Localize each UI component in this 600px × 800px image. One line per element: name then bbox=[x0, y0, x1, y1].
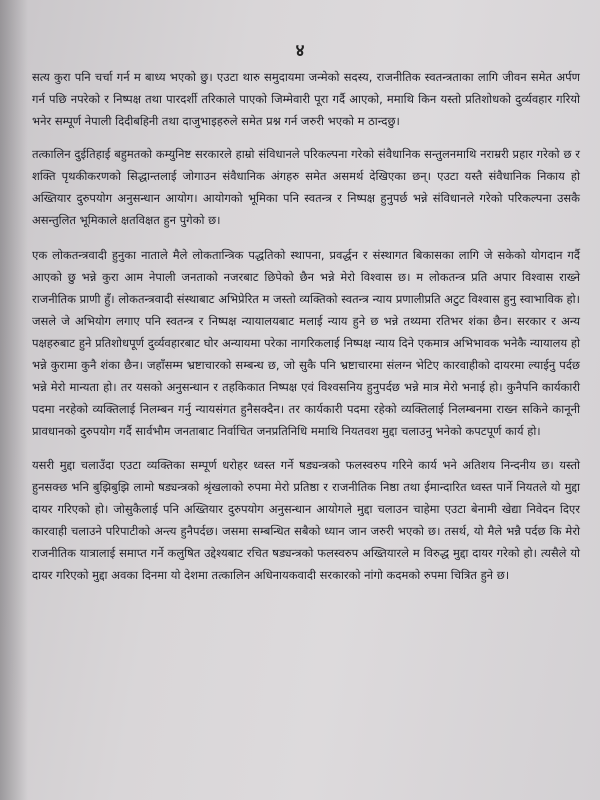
page-number: ४ bbox=[295, 41, 305, 61]
paragraph-3: एक लोकतन्त्रवादी हुनुका नाताले मैले लोकतान्त्रिक पद्धतिको स्थापना, प्रवर्द्धन र संस्थागत बिकासका लागि जे सकेको योगदान गर्दै आएको छु भन्ने कुरा आम नेपाली जनताको नजरबाट छिपेको छैन भन्ने मेरो विश्वास छ। म लोकतन्त्र प्रति अपार विश्वास राख्ने राजनीतिक प्राणी हुँ। लोकतन्त्रवादी संस्थाबाट अभिप्रेरित म जस्तो व्यक्तिको स्वतन्त्र न्याय प्रणालीप्रति अटुट विश्वास हुनु स्वाभाविक हो। जसले जे अभियोग लगाए पनि स्वतन्त्र र निष्पक्ष न्यायालयबाट मलाई न्याय हुने छ भन्ने तथ्यमा रतिभर शंका छैन। सरकार र अन्य पक्षहरुबाट हुने प्रतिशोधपूर्ण दुर्व्यवहारबाट घोर अन्यायमा परेका नागरिकलाई निष्पक्ष न्याय दिने एकमात्र अभिभावक भनेकै न्यायालय हो भन्ने कुरामा कुनै शंका छैन। जहाँसम्म भ्रष्टाचारको सम्बन्ध छ, जो सुकै पनि भ्रष्टाचारमा संलग्न भेटिए कारवाहीको दायरमा ल्याईनु पर्दछ भन्ने मेरो मान्यता हो। तर यसको अनुसन्धान र तहकिकात निष्पक्ष एवं विश्वसनिय हुनुपर्दछ भन्ने मात्र मेरो भनाई हो। कुनैपनि कार्यकारी पदमा नरहेको व्यक्तिलाई निलम्बन गर्नु न्यायसंगत हुनैसक्दैन। तर कार्यकारी पदमा रहेको व्यक्तिलाई निलम्बनमा राख्न सकिने कानूनी प्रावधानको दुरुपयोग गर्दै सार्वभौम जनताबाट निर्वाचित जनप्रतिनिधि ममाथि नियतवश मुद्दा चलाउनु भनेको कपटपूर्ण कार्य हो। bbox=[32, 248, 580, 438]
document-body bbox=[32, 66, 580, 595]
paragraph-4: यसरी मुद्दा चलाउँदा एउटा व्यक्तिका सम्पूर्ण धरोहर ध्वस्त गर्ने षड्यन्त्रको फलस्वरुप गरिने कार्य भने अतिशय निन्दनीय छ। यस्तो हुनसक्छ भनि बुझिबुझि लामो षड्यन्त्रको श्रृंखलाको रुपमा मेरो प्रतिष्ठा र राजनीतिक निष्ठा तथा ईमान्दारित ध्वस्त पार्ने नियतले यो मुद्दा दायर गरिएको हो। जोसुकैलाई पनि अख्तियार दुरुपयोग अनुसन्धान आयोगले मुद्दा चलाउन चाहेमा एउटा बेनामी खेद्या निवेदन दिएर कारवाही चलाउने परिपाटीको अन्त्य हुनैपर्दछ। जसमा सम्बन्धित सबैको ध्यान जान जरुरी भएको छ। तसर्थ, यो मैले भन्नै पर्दछ कि मेरो राजनीतिक यात्रालाई समाप्त गर्ने कलुषित उद्देश्यबाट रचित षड्यन्त्रको फलस्वरुप अख्तियारले म विरुद्ध मुद्दा दायर गरेको हो। त्यसैले यो दायर गरिएको मुद्दा अवका दिनमा यो देशमा तत्कालिन अधिनायकवादी सरकारको नांगो कदमको रुपमा चित्रित हुने छ। bbox=[32, 458, 580, 582]
paragraph-1: सत्य कुरा पनि चर्चा गर्न म बाध्य भएको छु। एउटा थारु समुदायमा जन्मेको सदस्य, राजनीतिक स्वतन्त्रताका लागि जीवन समेत अर्पण गर्न पछि नपरेको र निष्पक्ष तथा पारदर्शी तरिकाले पाएको जिम्मेवारी पूरा गर्दै आएको, ममाथि किन यस्तो प्रतिशोधको दुर्व्यवहार गरियो भनेर सम्पूर्ण नेपाली दिदीबहिनी तथा दाजुभाइहरुले समेत प्रश्न गर्न जरुरी भएको म ठान्दछु। bbox=[32, 70, 580, 128]
paragraph-2: तत्कालिन दुईतिहाई बहुमतको कम्युनिष्ट सरकारले हाम्रो संविधानले परिकल्पना गरेको संवैधानिक सन्तुलनमाथि नराम्ररी प्रहार गरेको छ र शक्ति पृथकीकरणको सिद्धान्तलाई जोगाउन संवैधानिक अंगहरु समेत असमर्थ देखिएका छन्। एउटा यस्तै संवैधानिक निकाय हो अख्तियार दुरुपयोग अनुसन्धान आयोग। आयोगको भूमिका पनि स्वतन्त्र र निष्पक्ष हुनुपर्छ भन्ने संविधानले गरेको परिकल्पना उसकै असन्तुलित भूमिकाले क्षतविक्षत हुन पुगेको छ। bbox=[32, 147, 580, 227]
page-shadow bbox=[0, 0, 28, 800]
